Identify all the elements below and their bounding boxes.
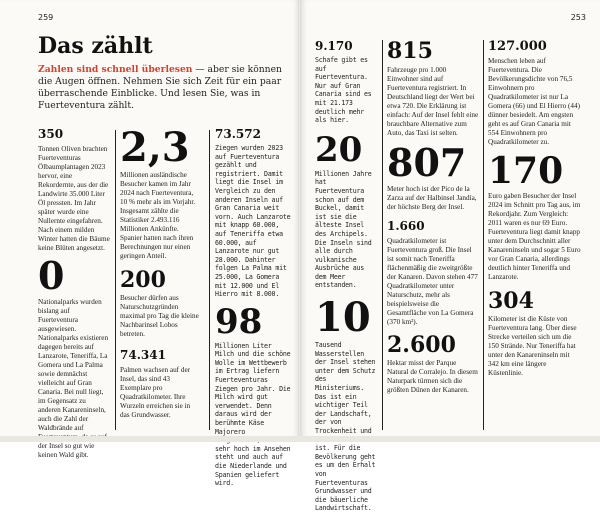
fact-number: 2.600: [387, 332, 456, 358]
fact-number: 20: [315, 129, 363, 170]
fact-text: Millionen Jahre hat Fuerteventura schon auf dem Buckel, damit ist sie die älteste Insel des Archipels. Die Inseln sind alle durch vulkanische Ausbrüche aus dem Meer entstanden.: [315, 169, 372, 290]
fact-text: Besucher dürfen aus Naturschutzgründen maximal pro Tag die kleine Nachbarinsel Lobos betreten.: [120, 294, 199, 338]
fact-text: Nationalparks wurden bislang auf Fuerteventura ausgewiesen. Nationalparks existieren dagegen bereits auf Lanzarote, Teneriffa, La Gomera und La Palma sowie demnächst vielleicht auf Gran Canaria. Bei null liegt, im Gegensatz zu anderen Kanareninseln, auch die Zahl der Waldbrände auf der Insel so gut wie keinen Wald gibt.: [38, 298, 109, 459]
intro-rest: — aber sie können die Augen öffnen. Nehmen Sie sich Zeit für ein paar überraschende Einblicke. Und lesen Sie, was in Fuerteventura zählt.: [38, 64, 282, 111]
fact-number: 807: [387, 140, 467, 185]
right-column-3: [488, 40, 582, 378]
fact-text: Palmen wachsen auf der Insel, das sind 43 Exemplare pro Quadratkilometer. Ihre Wurzeln erreichen sie in das Grundwasser.: [120, 366, 191, 419]
fact-number: 98: [215, 301, 263, 342]
fact-text: Menschen leben auf Fuerteventura. Die Bevölkerungsdichte von 76,5 Einwohnern pro Quadratkilometer ist nur La Gomera (66) und El Hierro (44) dünner besiedelt. Am engsten geht es auf Gran Canaria mit 554 Einwohnern pro Quadratkilometer zu.: [488, 57, 581, 146]
fact-number: 73.572: [215, 127, 261, 141]
fact-number: 0: [38, 253, 65, 298]
fact-text: Euro gaben Besucher der Insel 2024 im Schnitt pro Tag aus, im Rekordjahr. Zum Vergleich: 2011 waren es nur 69 Euro. Fuerteventura liegt damit knapp unter dem Durchschnitt aller Kanareninseln und sogar 5 Euro vor Gran Canaria, allerdings deutlich hinter Teneriffa und Lanzarote.: [488, 192, 581, 281]
page-title: Das zählt: [38, 33, 153, 59]
right-column-2: [387, 40, 479, 395]
fact-number: 9.170: [315, 39, 353, 53]
left-column-1: [38, 128, 110, 460]
fact-number: 127.000: [488, 39, 547, 54]
column-divider: [382, 40, 383, 430]
fact-text: Meter hoch ist der Pico de la Zarza auf der Halbinsel Jandía, der höchste Berg der Insel.: [387, 185, 477, 211]
fact-text: Fahrzeuge pro 1.000 Einwohner sind auf Fuerteventura registriert. In Deutschland liegt der Wert bei etwa 720. Die Erklärung ist einfach: Auf der Insel fehlt eine brauchbare Alternative zum Auto, das Taxi ist selten.: [387, 66, 479, 137]
fact-number: 815: [387, 38, 433, 64]
fact-text: Millionen ausländische Besucher kamen im Jahr 2024 nach Fuerteventura, 10 % mehr als im Vorjahr. Insgesamt zählte die Statistiker 2.493.116 Millionen Ankünfte. Spanier hatten nach ihren Berechnungen nur einen geringen Anteil.: [120, 171, 196, 260]
fact-number: 10: [315, 294, 371, 342]
fact-text: Schafe gibt es auf Fuerteventura. Nur auf Gran Canaria sind es mit 21.173 deutlich mehr als hier.: [315, 56, 372, 125]
fact-text: Millionen Liter Milch und die schöne Wolle im Wettbewerb im Ertrag liefern Fuerteventuras Ziegen pro Jahr. Die Milch wird gut verwendet. Denn daraus wird der berühmte Käse Majorero sehr hoch im Ansehen steht und auch auf die Niederlande und Spanien geliefert wird.: [215, 341, 291, 488]
fact-number: 350: [38, 127, 64, 141]
fact-number: 74.341: [120, 348, 166, 362]
page-number-right: 253: [570, 13, 586, 22]
fact-text: Hektar misst der Parque Natural de Corralejo. In diesem Naturpark türmen sich die größten Dünen der Kanaren.: [387, 359, 478, 394]
fact-number: 170: [488, 150, 564, 192]
left-column-2: [120, 124, 200, 420]
intro-highlight: Zahlen sind schnell überlesen: [38, 64, 193, 75]
page-number-left: 259: [38, 13, 54, 22]
left-page: [0, 0, 300, 488]
fact-text: Quadratkilometer ist Fuerteventura groß. Die Insel ist somit nach Teneriffa flächenmäßig die zweitgrößte der Kanaren. Davon stehen 477 Quadratkilometer unter Naturschutz, mehr als beispielsweise die Gesamtfläche von La Gomera (370 km²).: [387, 237, 478, 326]
fact-text: Tausend Wasserstellen der Insel stehen unter dem Schutz des Ministeriums. Das ist ein wichtiger Teil der Landschaft, der von Trockenheit und ist. Für die Bevölkerung geht es um den Erhalt von Fuerteventuras Grundwasser und die bäuerliche Landwirtschaft.: [315, 341, 376, 513]
right-page: [300, 0, 600, 513]
intro-text: [38, 64, 290, 112]
fact-number: 200: [120, 267, 166, 293]
left-column-3: [215, 128, 293, 488]
fact-number: 2,3: [120, 124, 190, 171]
fact-number: 1.660: [387, 219, 425, 233]
column-divider: [483, 40, 484, 430]
fact-text: Kilometer ist die Küste von Fuerteventura lang. Über diese Strecke verteilen sich um die 150 Strände. Nur Teneriffa hat unter den Kanareninseln mit 342 km eine längere Küstenlinie.: [488, 315, 577, 377]
page-stack-edge: [0, 436, 600, 442]
fact-text: Ziegen wurden 2023 auf Fuerteventura gezählt und registriert. Damit liegt die Insel im Vergleich zu den anderen Inseln auf Gran Canaria weit vorn. Auch Lanzarote mit knapp 60.000, auf Teneriffa etwa 60.000, auf Lanzarote nur gut 28.000. Dahinter folgen La Palma mit 25.000, La Gomera mit 12.000 und El Hierro mit 8.000.: [215, 144, 291, 299]
column-divider: [115, 130, 116, 430]
fact-number: 304: [488, 288, 534, 314]
column-divider: [209, 130, 210, 430]
fact-text: Tonnen Oliven brachten Fuerteventuras Ölbaumplantagen 2023 hervor, eine Rekordernte, aus der die Landwirte 35.000 Liter Öl pressten. Im Jahr später wurde eine Nullernte eingefahren. Nach einem milden Winter hatten die Bäume keine Blüten angesetzt.: [38, 145, 110, 252]
